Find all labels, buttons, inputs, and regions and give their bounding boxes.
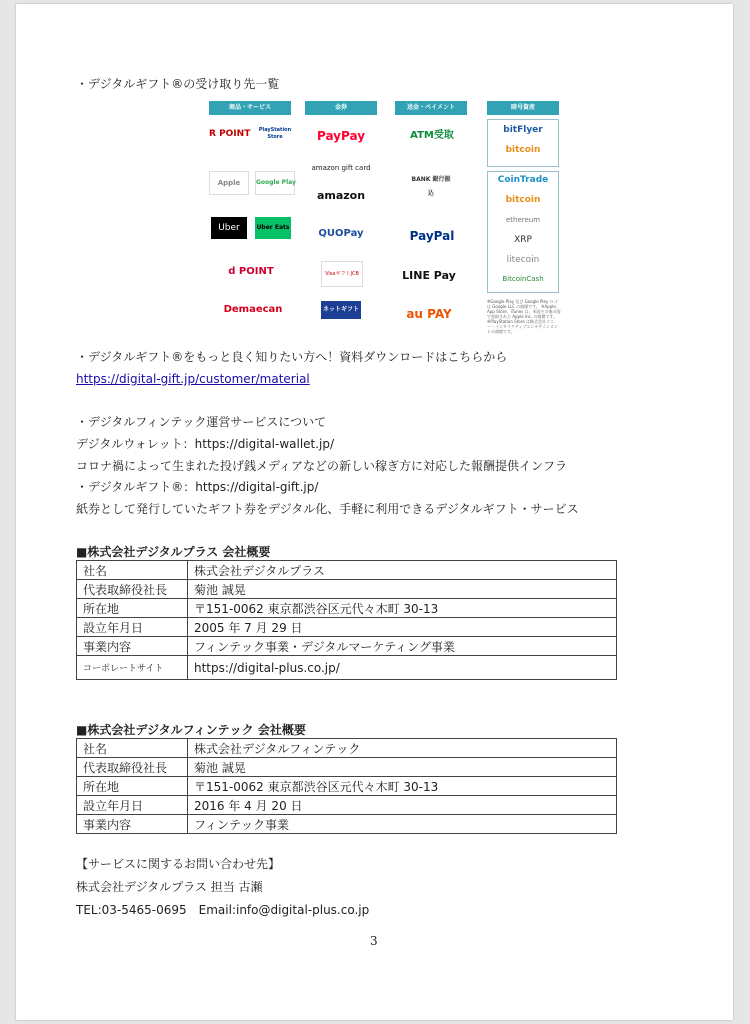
- table-key: コーポレートサイト: [77, 656, 188, 680]
- digital-wallet-desc: コロナ禍によって生まれた投げ銭メディアなどの新しい稼ぎ方に対応した報酬提供インフラ: [76, 459, 568, 473]
- table-row: [77, 618, 617, 637]
- paypal-logo: PayPal: [409, 229, 455, 243]
- table-key: 事業内容: [77, 815, 188, 834]
- paypay-logo: PayPay: [316, 129, 366, 143]
- category-header: 送金・ペイメント: [395, 101, 467, 115]
- bitcoin-logo: bitcoin: [505, 195, 541, 205]
- bitflyer-logo: bitFlyer: [503, 125, 543, 135]
- table-key: 所在地: [77, 599, 188, 618]
- table-row: [77, 561, 617, 580]
- table-value: フィンテック事業: [188, 815, 617, 834]
- table-row: [77, 777, 617, 796]
- table-row: [77, 599, 617, 618]
- company1-heading: ■株式会社デジタルプラス 会社概要: [76, 545, 271, 559]
- corporate-site-link[interactable]: https://digital-plus.co.jp/: [188, 656, 617, 680]
- table-row: [77, 637, 617, 656]
- page-number: 3: [370, 934, 378, 948]
- contact-heading: 【サービスに関するお問い合わせ先】: [76, 857, 281, 871]
- table-value: 菊池 誠晃: [188, 758, 617, 777]
- playstation-store-logo: PlayStation Store: [258, 127, 292, 140]
- bank-transfer-logo: BANK 銀行振込: [411, 176, 451, 197]
- visa-gift-card-logo: VisaギフトJCB: [321, 261, 363, 287]
- amazon-logo: amazon: [316, 189, 366, 202]
- table-key: 設立年月日: [77, 796, 188, 815]
- au-pay-logo: au PAY: [406, 307, 452, 321]
- litecoin-logo: litecoin: [506, 255, 540, 265]
- table-row: [77, 739, 617, 758]
- line-pay-logo: LINE Pay: [402, 269, 456, 282]
- table-value: 株式会社デジタルプラス: [188, 561, 617, 580]
- cointrade-box: [487, 171, 559, 293]
- rakuten-point-logo: R POINT: [209, 129, 251, 139]
- net-gift-logo: ネットギフト: [321, 301, 361, 319]
- table-key: 事業内容: [77, 637, 188, 656]
- table-value: 〒151-0062 東京都渋谷区元代々木町 30-13: [188, 777, 617, 796]
- bitflyer-box: [487, 119, 559, 167]
- table-key: 代表取締役社長: [77, 580, 188, 599]
- ethereum-logo: ethereum: [505, 216, 541, 224]
- apple-logo: Apple: [209, 171, 249, 195]
- contact-person: 株式会社デジタルプラス 担当 古瀬: [76, 880, 263, 894]
- uber-eats-logo: Uber Eats: [255, 217, 291, 239]
- table-key: 社名: [77, 739, 188, 758]
- uber-logo: Uber: [211, 217, 247, 239]
- table-row: [77, 815, 617, 834]
- table-key: 設立年月日: [77, 618, 188, 637]
- gift-destination-grid: [209, 101, 569, 334]
- trademark-fine-print: ※Google Play 及び Google Play ロゴは Google LLC の商標です。 ※Apple、App Store、iTunes は、米国その他の国で登録された Apple Inc. の商標です。 ※PlayStation Store は株式会社ソニー・インタラクティブエンタテインメントの商標です。: [487, 299, 561, 334]
- table-key: 代表取締役社長: [77, 758, 188, 777]
- table-key: 社名: [77, 561, 188, 580]
- company1-table: [76, 560, 617, 680]
- table-value: 菊池 誠晃: [188, 580, 617, 599]
- xrp-logo: XRP: [514, 235, 532, 245]
- quopay-logo: QUOPay: [318, 228, 364, 239]
- seven-bank-atm-logo: ATM受取: [410, 130, 454, 141]
- demaecan-logo: Demaecan: [223, 304, 283, 315]
- document-page: [16, 4, 733, 1020]
- company2-heading: ■株式会社デジタルフィンテック 会社概要: [76, 723, 306, 737]
- table-value: 2005 年 7 月 29 日: [188, 618, 617, 637]
- bitcoin-logo: bitcoin: [505, 145, 541, 155]
- d-point-logo: d POINT: [228, 266, 274, 277]
- bitcoin-cash-logo: BitcoinCash: [502, 275, 544, 283]
- table-value: 〒151-0062 東京都渋谷区元代々木町 30-13: [188, 599, 617, 618]
- digital-gift-desc: 紙券として発行していたギフト券をデジタル化、手軽に利用できるデジタルギフト・サービス: [76, 502, 579, 516]
- category-header: 商品・サービス: [209, 101, 291, 115]
- material-download-link[interactable]: https://digital-gift.jp/customer/material: [76, 372, 310, 386]
- table-row: [77, 758, 617, 777]
- table-row: [77, 580, 617, 599]
- services-heading: ・デジタルフィンテック運営サービスについて: [76, 415, 327, 429]
- table-key: 所在地: [77, 777, 188, 796]
- company2-table: [76, 738, 617, 834]
- contact-details: TEL:03-5465-0695 Email:info@digital-plus.co.jp: [76, 903, 370, 917]
- category-header: 暗号資産: [487, 101, 559, 115]
- digital-gift-line: ・デジタルギフト®：https://digital-gift.jp/: [76, 480, 319, 494]
- cointrade-logo: CoinTrade: [497, 175, 549, 185]
- table-row: [77, 796, 617, 815]
- table-row: [77, 656, 617, 680]
- more-info-text: ・デジタルギフト®をもっと良く知りたい方へ！資料ダウンロードはこちらから: [76, 350, 508, 364]
- table-value: 株式会社デジタルフィンテック: [188, 739, 617, 758]
- google-play-logo: Google Play: [255, 171, 295, 195]
- table-value: 2016 年 4 月 20 日: [188, 796, 617, 815]
- gift-list-heading: ・デジタルギフト®の受け取り先一覧: [76, 77, 280, 91]
- amazon-gift-card-logo: amazon gift card: [311, 164, 371, 172]
- digital-wallet-line: デジタルウォレット：https://digital-wallet.jp/: [76, 437, 335, 451]
- category-header: 金券: [305, 101, 377, 115]
- table-value: フィンテック事業・デジタルマーケティング事業: [188, 637, 617, 656]
